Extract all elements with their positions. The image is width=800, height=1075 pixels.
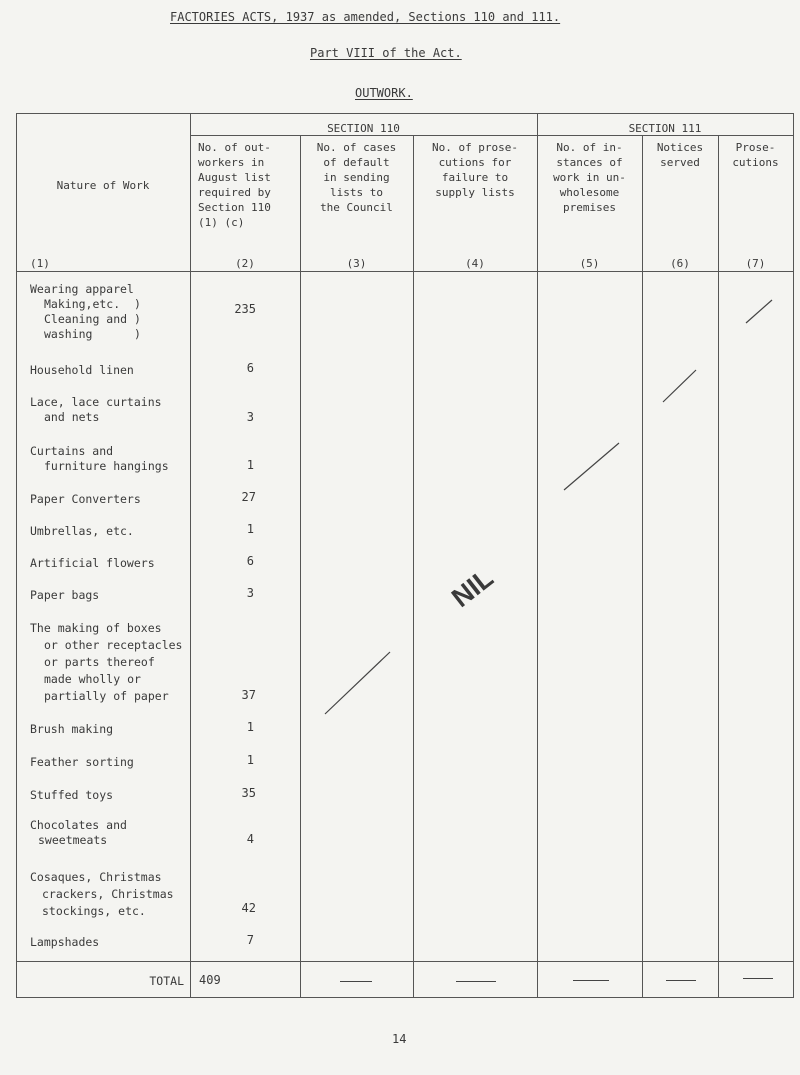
col3-number: (3): [346, 257, 367, 270]
row-label-brush-making: Brush making: [30, 722, 114, 736]
row-value-paper-bags: 3: [246, 586, 254, 600]
row-label-household-linen: Household linen: [30, 363, 134, 377]
row-label-umbrellas: Umbrellas, etc.: [30, 524, 134, 538]
row-value-household-linen: 6: [246, 361, 254, 375]
row-label-feather-sorting: Feather sorting: [30, 755, 134, 769]
row-value-chocolates: 4: [246, 832, 254, 846]
slash-col5: [564, 443, 619, 490]
col3-label: No. of cases of default in sending lists to the Council: [316, 141, 397, 214]
row-value-lace: 3: [246, 410, 254, 424]
row-value-cosaques: 42: [241, 901, 256, 915]
col7-label: Prose- cutions: [732, 141, 779, 169]
col1-label: Nature of Work: [56, 179, 150, 192]
col7-number: (7): [745, 257, 766, 270]
col4-label: No. of prose- cutions for failure to supply lists: [431, 141, 519, 199]
section-heading: OUTWORK.: [355, 86, 413, 100]
row-value-lampshades: 7: [246, 933, 254, 947]
row-label-boxes: The making of boxes or other receptacles or parts thereof made wholly or partially of paper: [30, 621, 183, 703]
row-label-curtains: Curtains and furniture hangings: [30, 444, 169, 473]
col5-number: (5): [579, 257, 600, 270]
section-110-label: SECTION 110: [327, 122, 400, 135]
row-value-boxes: 37: [241, 688, 256, 702]
col4-number: (4): [465, 257, 485, 270]
page-number: 14: [392, 1032, 407, 1046]
row-label-paper-converters: Paper Converters: [30, 492, 141, 506]
row-label-stuffed-toys: Stuffed toys: [30, 788, 114, 802]
slash-col6: [663, 370, 696, 402]
row-label-artificial-flowers: Artificial flowers: [30, 556, 155, 570]
slash-col3: [325, 652, 390, 714]
row-label-lampshades: Lampshades: [30, 935, 100, 949]
row-value-brush-making: 1: [246, 720, 254, 734]
col6-label: Notices served: [656, 141, 704, 169]
col2-label: No. of out- workers in August list required by Section 110 (1) (c): [198, 141, 271, 229]
row-label-wearing-apparel: Wearing apparel Making,etc. ) Cleaning and ) washing ): [30, 282, 141, 341]
row-value-umbrellas: 1: [246, 522, 254, 536]
slash-col7: [746, 300, 772, 323]
row-value-paper-converters: 27: [241, 490, 256, 504]
page-subtitle: Part VIII of the Act.: [310, 46, 462, 60]
row-label-paper-bags: Paper bags: [30, 588, 100, 602]
col6-number: (6): [670, 257, 690, 270]
nil-annotation: NIL: [446, 562, 499, 614]
row-label-lace: Lace, lace curtains and nets: [30, 395, 162, 424]
row-label-chocolates: Chocolates and sweetmeats: [30, 818, 127, 847]
row-value-artificial-flowers: 6: [246, 554, 254, 568]
row-label-cosaques: Cosaques, Christmas crackers, Christmas stockings, etc.: [30, 870, 174, 918]
row-value-stuffed-toys: 35: [241, 786, 256, 800]
section-111-label: SECTION 111: [628, 122, 702, 135]
row-value-feather-sorting: 1: [246, 753, 254, 767]
total-value: 409: [199, 973, 221, 987]
row-value-wearing-apparel: 235: [234, 302, 256, 316]
col1-number: (1): [30, 257, 50, 270]
col2-number: (2): [235, 257, 255, 270]
page-title: FACTORIES ACTS, 1937 as amended, Sections 110 and 111.: [170, 10, 561, 24]
total-label: TOTAL: [149, 974, 184, 988]
col5-label: No. of in- stances of work in un- wholesome premises: [553, 141, 626, 214]
row-value-curtains: 1: [246, 458, 254, 472]
